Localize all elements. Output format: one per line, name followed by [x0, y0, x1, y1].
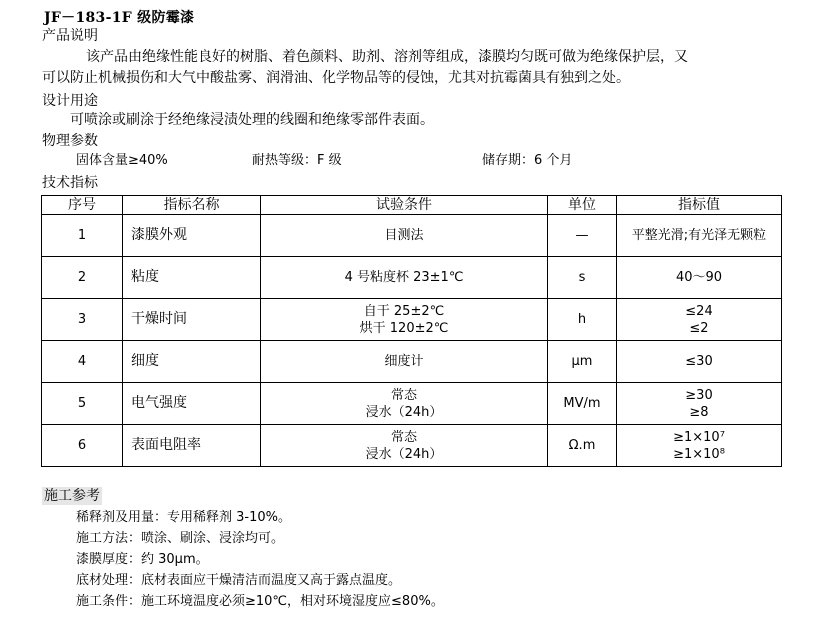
cell-unit: MV/m — [548, 383, 617, 425]
value-line: 平整光滑;有光泽无颗粒 — [631, 228, 767, 243]
value-line: ≤30 — [685, 354, 713, 369]
cell-condition — [261, 257, 548, 299]
cell-name: 干燥时间 — [123, 299, 261, 341]
table-row — [42, 299, 782, 341]
header-unit: 单位 — [548, 196, 617, 215]
product-description-line2: 可以防止机械损伤和大气中酸盐雾、润滑油、化学物品等的侵蚀，尤其对抗霉菌具有独到之处。 — [42, 70, 630, 86]
condition-line: 烘干 120±2℃ — [359, 320, 449, 336]
cell-unit: μm — [548, 341, 617, 383]
table-row — [42, 383, 782, 425]
value-line: ≥1×10⁸ — [673, 446, 725, 462]
note-item: 施工方法：喷涂、刷涂、浸涂均可。 — [76, 531, 285, 546]
cell-value — [617, 299, 782, 341]
header-value: 指标值 — [617, 196, 782, 215]
cell-condition — [261, 383, 548, 425]
cell-no: 6 — [42, 425, 123, 467]
value-line: ≥8 — [689, 404, 709, 420]
cell-name: 细度 — [123, 341, 261, 383]
spec-table — [41, 195, 782, 467]
note-item: 底材处理：底材表面应干燥清洁而温度又高于露点温度。 — [76, 573, 402, 588]
cell-no: 1 — [42, 215, 123, 257]
condition-line: 自干 25±2℃ — [363, 303, 445, 319]
cell-no: 5 — [42, 383, 123, 425]
cell-no: 4 — [42, 341, 123, 383]
note-item: 稀释剂及用量：专用稀释剂 3-10%。 — [76, 510, 291, 525]
section-heading-product: 产品说明 — [42, 28, 98, 44]
cell-unit: s — [548, 257, 617, 299]
cell-condition — [261, 425, 548, 467]
cell-name: 粘度 — [123, 257, 261, 299]
section-heading-usage: 设计用途 — [42, 93, 98, 109]
condition-line: 目测法 — [384, 228, 424, 243]
heat-class: 耐热等级：F 级 — [252, 153, 342, 168]
value-line: ≤2 — [689, 320, 709, 336]
cell-unit: — — [548, 215, 617, 257]
cell-no: 3 — [42, 299, 123, 341]
solid-content: 固体含量≥40% — [76, 153, 168, 168]
note-item: 施工条件：施工环境温度必须≥10℃，相对环境湿度应≤80%。 — [76, 594, 444, 609]
table-row — [42, 341, 782, 383]
header-name: 指标名称 — [123, 196, 261, 215]
cell-condition — [261, 299, 548, 341]
condition-line: 4 号粘度杯 23±1℃ — [344, 270, 464, 285]
cell-value — [617, 383, 782, 425]
note-item: 漆膜厚度：约 30μm。 — [76, 552, 209, 567]
cell-no: 2 — [42, 257, 123, 299]
cell-value — [617, 257, 782, 299]
table-row — [42, 215, 782, 257]
section-heading-physical: 物理参数 — [42, 133, 98, 149]
value-line: 40～90 — [675, 270, 723, 285]
usage-description: 可喷涂或刷涂于经绝缘浸渍处理的线圈和绝缘零部件表面。 — [70, 112, 434, 128]
condition-line: 细度计 — [384, 354, 424, 369]
cell-unit: h — [548, 299, 617, 341]
table-row — [42, 257, 782, 299]
condition-line: 浸水（24h） — [365, 404, 443, 420]
cell-unit: Ω.m — [548, 425, 617, 467]
condition-line: 常态 — [390, 387, 417, 403]
cell-value — [617, 425, 782, 467]
value-line: ≤24 — [685, 303, 713, 319]
header-condition: 试验条件 — [261, 196, 548, 215]
storage-period: 储存期：6 个月 — [482, 153, 573, 168]
value-line: ≥30 — [685, 387, 713, 403]
cell-name: 电气强度 — [123, 383, 261, 425]
cell-name: 表面电阻率 — [123, 425, 261, 467]
condition-line: 常态 — [390, 429, 417, 445]
product-description-line1: 该产品由绝缘性能良好的树脂、着色颜料、助剂、溶剂等组成，漆膜均匀既可做为绝缘保护层，又 — [86, 49, 688, 65]
table-header-row — [42, 196, 782, 215]
cell-value — [617, 341, 782, 383]
value-line: ≥1×10⁷ — [673, 429, 725, 445]
page-title: JF－183-1F 级防霉漆 — [44, 10, 195, 26]
condition-line: 浸水（24h） — [365, 446, 443, 462]
section-heading-construction: 施工参考 — [44, 488, 100, 504]
cell-condition — [261, 215, 548, 257]
table-row — [42, 425, 782, 467]
header-no: 序号 — [42, 196, 123, 215]
cell-condition — [261, 341, 548, 383]
cell-name: 漆膜外观 — [123, 215, 261, 257]
cell-value — [617, 215, 782, 257]
section-heading-tech: 技术指标 — [42, 175, 98, 191]
